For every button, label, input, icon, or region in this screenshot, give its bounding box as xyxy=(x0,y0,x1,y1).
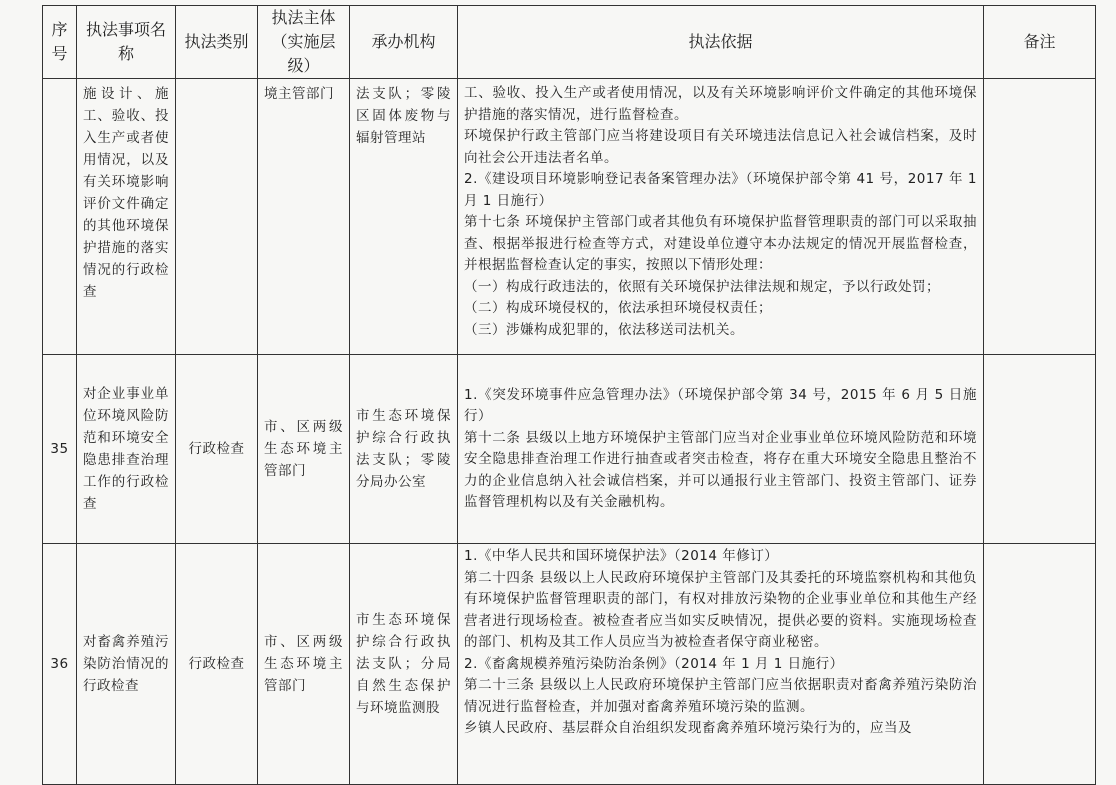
header-org: 承办机构 xyxy=(350,6,458,79)
row-subject xyxy=(258,355,350,544)
basis-para: （三）涉嫌构成犯罪的，依法移送司法机关。 xyxy=(464,321,744,338)
basis-para: 2.《畜禽规模养殖污染防治条例》（2014 年 1 月 1 日施行） xyxy=(464,655,844,672)
basis-para: 1.《突发环境事件应急管理办法》（环境保护部令第 34 号，2015 年 6 月 5 日施行） xyxy=(464,386,977,424)
header-item: 执法事项名称 xyxy=(77,6,176,79)
row-type-text: 行政检查 xyxy=(188,656,245,672)
basis-para: 第二十三条 县级以上人民政府环境保护主管部门应当依据职责对畜禽养殖污染防治情况进行监督检查，并加强对畜禽养殖环境污染的监测。 xyxy=(464,677,977,715)
header-row xyxy=(43,6,1096,79)
row-subject-text: 境主管部门 xyxy=(264,86,334,102)
row-item-text: 对畜禽养殖污染防治情况的行政检查 xyxy=(83,634,169,694)
row-item-text: 施设计、施工、验收、投入生产或者使用情况，以及有关环境影响评价文件确定的其他环境保护措施的落实情况的行政检查 xyxy=(83,86,169,300)
row-org-text: 市生态环境保护综合行政执法支队；分局自然生态保护与环境监测股 xyxy=(356,612,451,716)
row-type-text: 行政检查 xyxy=(188,441,245,457)
row-item-text: 对企业事业单位环境风险防范和环境安全隐患排查治理工作的行政检查 xyxy=(83,386,169,512)
row-subject xyxy=(258,79,350,355)
row-item xyxy=(77,544,176,785)
header-type: 执法类别 xyxy=(176,6,258,79)
basis-para: 2.《建设项目环境影响登记表备案管理办法》（环境保护部令第 41 号，2017 年 1 月 1 日施行） xyxy=(464,171,977,209)
row-org xyxy=(350,79,458,355)
row-subject-text: 市、区两级生态环境主管部门 xyxy=(264,634,343,694)
row-seq xyxy=(43,79,77,355)
row-basis xyxy=(458,79,984,355)
basis-para: 第二十四条 县级以上人民政府环境保护主管部门及其委托的环境监察机构和其他负有环境保护监督管理职责的部门，有权对排放污染物的企业事业单位和其他生产经营者进行现场检查。被检查者应当如实反映情况，提供必要的资料。实施现场检查的部门、机构及其工作人员应当为被检查者保守商业秘密。 xyxy=(464,569,977,650)
row-seq: 36 xyxy=(43,544,77,785)
row-type xyxy=(176,544,258,785)
basis-para: 第十七条 环境保护主管部门或者其他负有环境保护监督管理职责的部门可以采取抽查、根据举报进行检查等方式，对建设单位遵守本办法规定的情况开展监督检查，并根据监督检查认定的事实，按照以下情形处理： xyxy=(464,214,977,273)
header-subject: 执法主体（实施层级） xyxy=(258,6,350,79)
row-org-text: 市生态环境保护综合行政执法支队；零陵分局办公室 xyxy=(356,408,451,490)
row-note xyxy=(984,355,1096,544)
basis-para: （二）构成环境侵权的，依法承担环境侵权责任； xyxy=(464,300,772,316)
row-org xyxy=(350,355,458,544)
table-row xyxy=(43,544,1096,785)
basis-para: 乡镇人民政府、基层群众自治组织发现畜禽养殖环境污染行为的，应当及 xyxy=(464,720,912,736)
row-type xyxy=(176,79,258,355)
basis-para: 第十二条 县级以上地方环境保护主管部门应当对企业事业单位环境风险防范和环境安全隐患排查治理工作进行抽查或者突击检查，将存在重大环境安全隐患且整治不力的企业信息纳入社会诚信档案，并可以通报行业主管部门、投资主管部门、证券监督管理机构以及有关金融机构。 xyxy=(464,429,977,510)
row-basis xyxy=(458,544,984,785)
row-subject-text: 市、区两级生态环境主管部门 xyxy=(264,419,343,479)
table-row xyxy=(43,79,1096,355)
row-basis xyxy=(458,355,984,544)
basis-para: （一）构成行政违法的，依照有关环境保护法律法规和规定，予以行政处罚； xyxy=(464,278,940,295)
row-item xyxy=(77,355,176,544)
header-basis: 执法依据 xyxy=(458,6,984,79)
table-row xyxy=(43,355,1096,544)
row-note xyxy=(984,544,1096,785)
row-type xyxy=(176,355,258,544)
basis-para: 环境保护行政主管部门应当将建设项目有关环境违法信息记入社会诚信档案，及时向社会公开违法者名单。 xyxy=(464,128,977,166)
row-org xyxy=(350,544,458,785)
enforcement-table xyxy=(42,5,1096,785)
header-note: 备注 xyxy=(984,6,1096,79)
row-item xyxy=(77,79,176,355)
row-seq: 35 xyxy=(43,355,77,544)
row-note xyxy=(984,79,1096,355)
header-seq: 序号 xyxy=(43,6,77,79)
basis-para: 1.《中华人民共和国环境保护法》（2014 年修订） xyxy=(464,548,779,564)
row-org-text: 法支队；零陵区固体废物与辐射管理站 xyxy=(356,86,451,146)
basis-para: 工、验收、投入生产或者使用情况，以及有关环境影响评价文件确定的其他环境保护措施的落实情况，进行监督检查。 xyxy=(464,85,977,123)
row-subject xyxy=(258,544,350,785)
